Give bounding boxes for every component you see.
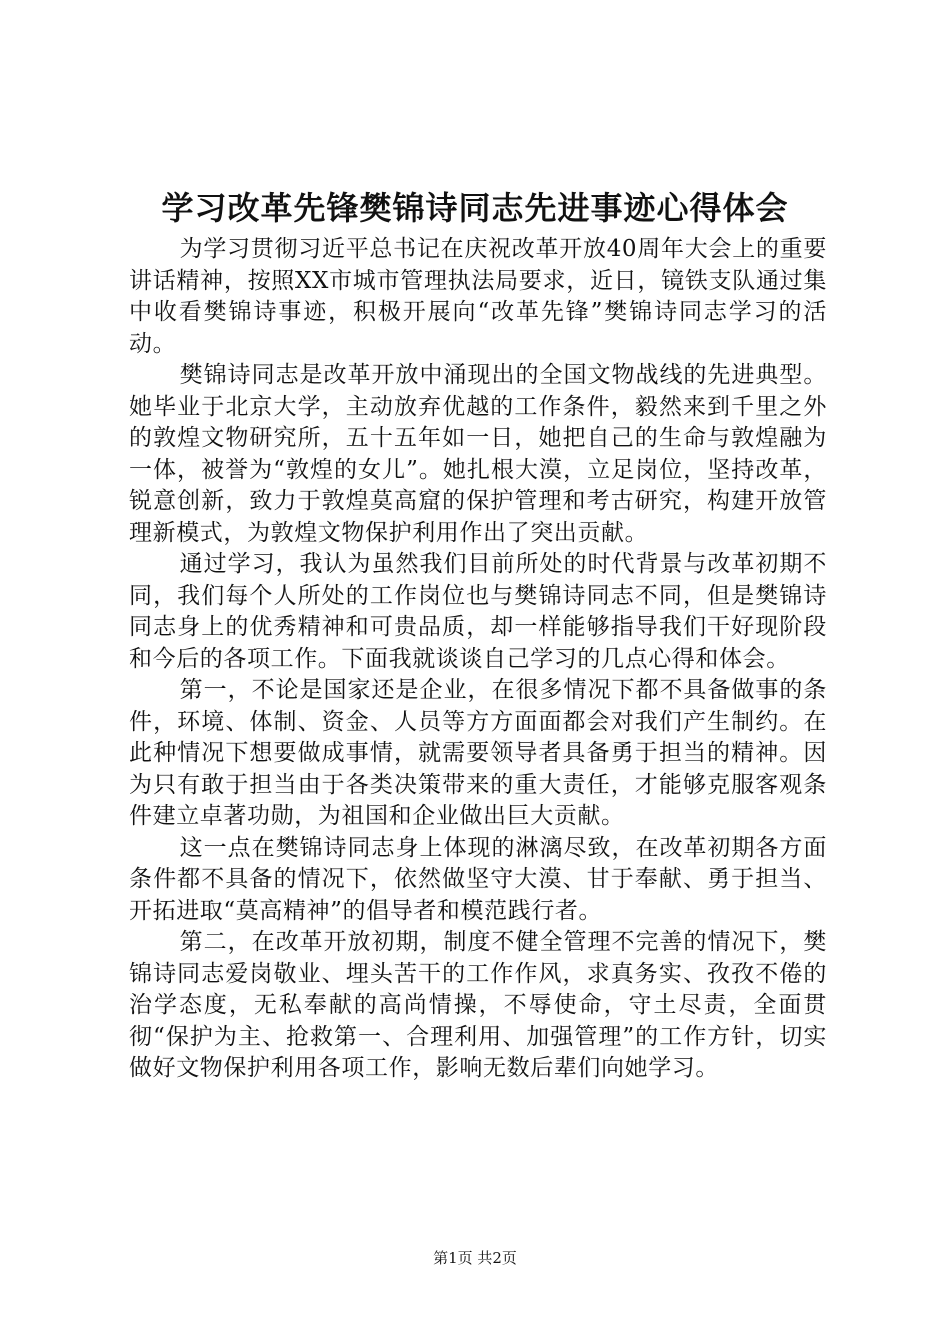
document-body [129, 234, 827, 1085]
paragraph: 第一，不论是国家还是企业，在很多情况下都不具备做事的条件，环境、体制、资金、人员等方方面面都会对我们产生制约。在此种情况下想要做成事情，就需要领导者具备勇于担当的精神。因为只有敢于担当由于各类决策带来的重大责任，才能够克服客观条件建立卓著功勋，为祖国和企业做出巨大贡献。 [129, 677, 827, 829]
page-number-footer: 第1页 共2页 [433, 1249, 517, 1267]
paragraph: 通过学习，我认为虽然我们目前所处的时代背景与改革初期不同，我们每个人所处的工作岗位也与樊锦诗同志不同，但是樊锦诗同志身上的优秀精神和可贵品质，却一样能够指导我们干好现阶段和今后的各项工作。下面我就谈谈自己学习的几点心得和体会。 [129, 551, 827, 672]
paragraph: 这一点在樊锦诗同志身上体现的淋漓尽致，在改革初期各方面条件都不具备的情况下，依然做坚守大漠、甘于奉献、勇于担当、开拓进取“莫高精神”的倡导者和模范践行者。 [129, 834, 827, 924]
paragraph: 樊锦诗同志是改革开放中涌现出的全国文物战线的先进典型。她毕业于北京大学，主动放弃优越的工作条件，毅然来到千里之外的敦煌文物研究所，五十五年如一日，她把自己的生命与敦煌融为一体，被誉为“敦煌的女儿”。她扎根大漠，立足岗位，坚持改革，锐意创新，致力于敦煌莫高窟的保护管理和考古研究，构建开放管理新模式，为敦煌文物保护利用作出了突出贡献。 [129, 362, 827, 546]
paragraph: 第二，在改革开放初期，制度不健全管理不完善的情况下，樊锦诗同志爱岗敬业、埋头苦干的工作作风，求真务实、孜孜不倦的治学态度，无私奉献的高尚情操，不辱使命，守土尽责，全面贯彻“保护为主、抢救第一、合理利用、加强管理”的工作方针，切实做好文物保护利用各项工作，影响无数后辈们向她学习。 [129, 929, 827, 1081]
document-title: 学习改革先锋樊锦诗同志先进事迹心得体会 [161, 189, 789, 227]
paragraph: 为学习贯彻习近平总书记在庆祝改革开放40周年大会上的重要讲话精神，按照XX市城市管理执法局要求，近日，镜铁支队通过集中收看樊锦诗事迹，积极开展向“改革先锋”樊锦诗同志学习的活动。 [129, 236, 827, 357]
